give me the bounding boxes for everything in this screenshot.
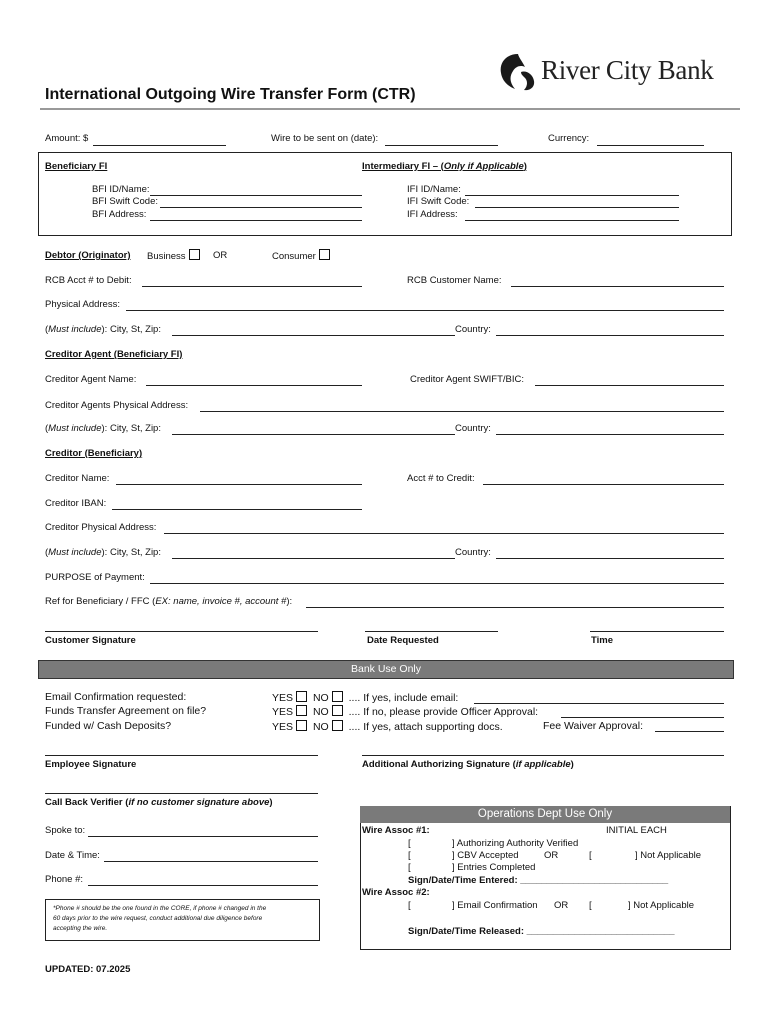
bfi-id-field[interactable] [150, 195, 362, 196]
or-label: OR [213, 250, 228, 261]
fee-waiver-label: Fee Waiver Approval: [543, 720, 643, 732]
bfi-id-label: BFI ID/Name: [92, 184, 150, 195]
creditor-name-field[interactable] [116, 484, 362, 485]
call-back-label: Call Back Verifier (if no customer signature above) [45, 797, 273, 808]
bfi-address-field[interactable] [150, 220, 362, 221]
updated-label: UPDATED: 07.2025 [45, 964, 131, 975]
bank-logo [497, 52, 717, 94]
cbv-or-label: OR [544, 850, 559, 861]
consumer-checkbox[interactable] [319, 249, 330, 260]
email-or-label: OR [554, 900, 569, 911]
spoke-to-field[interactable] [88, 836, 318, 837]
debtor-country-field[interactable] [496, 335, 724, 336]
fta-yes-checkbox[interactable] [296, 705, 307, 716]
creditor-iban-label: Creditor IBAN: [45, 498, 107, 509]
email-confirmation-item: ] Email Confirmation [452, 900, 538, 911]
wire-date-label: Wire to be sent on (date): [271, 133, 379, 144]
officer-approval-field[interactable] [561, 717, 724, 718]
additional-signature-field[interactable] [362, 755, 724, 756]
wire-assoc-2-label: Wire Assoc #2: [362, 887, 430, 898]
time-field[interactable] [590, 631, 724, 632]
creditor-agent-name-label: Creditor Agent Name: [45, 374, 137, 385]
rcb-customer-name-field[interactable] [511, 286, 724, 287]
creditor-agent-city-label: (Must include): City, St, Zip: [45, 423, 161, 434]
intermediary-fi-heading: Intermediary FI – (Only if Applicable) [362, 161, 527, 172]
date-time-label: Date & Time: [45, 850, 100, 861]
date-requested-label: Date Requested [367, 635, 439, 646]
operations-banner: Operations Dept Use Only [360, 806, 730, 823]
bfi-swift-label: BFI Swift Code: [92, 196, 158, 207]
creditor-agent-swift-field[interactable] [535, 385, 724, 386]
entries-completed-item: ] Entries Completed [452, 862, 536, 873]
phone-note: *Phone # should be the one found in the CORE, if phone # changed in the 60 days prior to the wire request, conduct additional due diligence before accepting the wire. [53, 905, 267, 932]
email-confirmation-options: YES NO .... If yes, include email: [272, 692, 459, 704]
creditor-city-label: (Must include): City, St, Zip: [45, 547, 161, 558]
creditor-agent-country-field[interactable] [496, 434, 724, 435]
bfi-address-label: BFI Address: [92, 209, 147, 220]
ifi-address-field[interactable] [465, 220, 679, 221]
creditor-city-field[interactable] [172, 558, 455, 559]
email-yes-checkbox[interactable] [296, 691, 307, 702]
bfi-swift-field[interactable] [160, 207, 362, 208]
rcb-customer-name-label: RCB Customer Name: [407, 275, 502, 286]
email-confirmation-label: Email Confirmation requested: [45, 691, 187, 703]
ref-label: Ref for Beneficiary / FFC (EX: name, invoice #, account #): [45, 596, 293, 607]
sign-entered-line[interactable]: Sign/Date/Time Entered: ____________________________ [408, 875, 669, 886]
sign-released-line[interactable]: Sign/Date/Time Released: ____________________________ [408, 926, 675, 937]
cash-no-checkbox[interactable] [332, 720, 343, 731]
amount-field[interactable] [93, 145, 226, 146]
fta-label: Funds Transfer Agreement on file? [45, 705, 207, 717]
business-checkbox[interactable] [189, 249, 200, 260]
cbv-accepted-item: ] CBV Accepted [452, 850, 519, 861]
wire-date-field[interactable] [385, 145, 498, 146]
creditor-agent-country-label: Country: [455, 423, 491, 434]
wire-assoc-1-label: Wire Assoc #1: [362, 825, 430, 836]
fee-waiver-field[interactable] [655, 731, 724, 732]
date-requested-field[interactable] [365, 631, 498, 632]
logo-text: River City Bank [541, 55, 714, 85]
beneficiary-fi-heading: Beneficiary FI [45, 161, 108, 172]
bracket-auth[interactable]: [ [408, 838, 411, 849]
email-no-checkbox[interactable] [332, 691, 343, 702]
spoke-to-label: Spoke to: [45, 825, 86, 836]
currency-field[interactable] [597, 145, 704, 146]
creditor-country-label: Country: [455, 547, 491, 558]
bracket-cbv[interactable]: [ [408, 850, 411, 861]
debtor-address-label: Physical Address: [45, 299, 120, 310]
acct-to-credit-label: Acct # to Credit: [407, 473, 475, 484]
cash-deposits-options: YES NO .... If yes, attach supporting docs. [272, 721, 503, 733]
ifi-address-label: IFI Address: [407, 209, 458, 220]
ifi-swift-field[interactable] [475, 207, 679, 208]
creditor-address-field[interactable] [164, 533, 724, 534]
ifi-id-field[interactable] [465, 195, 679, 196]
creditor-agent-address-label: Creditor Agents Physical Address: [45, 400, 189, 411]
creditor-address-label: Creditor Physical Address: [45, 522, 157, 533]
creditor-agent-address-field[interactable] [200, 411, 724, 412]
consumer-option: Consumer [272, 249, 333, 262]
phone-label: Phone #: [45, 874, 84, 885]
time-label: Time [591, 635, 614, 646]
date-time-field[interactable] [104, 861, 318, 862]
bank-use-banner: Bank Use Only [38, 660, 734, 679]
cash-yes-checkbox[interactable] [296, 720, 307, 731]
page-title: International Outgoing Wire Transfer Form (CTR) [45, 86, 416, 103]
employee-signature-label: Employee Signature [45, 759, 137, 770]
purpose-field[interactable] [150, 583, 724, 584]
bracket-na-2[interactable]: [ [589, 900, 592, 911]
phone-field[interactable] [88, 885, 318, 886]
debtor-country-label: Country: [455, 324, 491, 335]
employee-signature-field[interactable] [45, 755, 318, 756]
creditor-agent-city-field[interactable] [172, 434, 455, 435]
bracket-na-1[interactable]: [ [589, 850, 592, 861]
not-applicable-1: ] Not Applicable [635, 850, 702, 861]
amount-label: Amount: $ [45, 133, 89, 144]
initial-each-label: INITIAL EACH [606, 825, 667, 836]
currency-label: Currency: [548, 133, 590, 144]
debtor-address-field[interactable] [126, 310, 724, 311]
creditor-iban-field[interactable] [112, 509, 362, 510]
ifi-swift-label: IFI Swift Code: [407, 196, 470, 207]
email-field[interactable] [474, 703, 724, 704]
call-back-field[interactable] [45, 793, 318, 794]
creditor-name-label: Creditor Name: [45, 473, 110, 484]
ifi-id-label: IFI ID/Name: [407, 184, 461, 195]
business-option: Business [147, 249, 203, 262]
customer-signature-label: Customer Signature [45, 635, 136, 646]
debtor-city-field[interactable] [172, 335, 455, 336]
not-applicable-2: ] Not Applicable [628, 900, 695, 911]
creditor-agent-heading: Creditor Agent (Beneficiary FI) [45, 349, 183, 360]
cash-deposits-label: Funded w/ Cash Deposits? [45, 720, 172, 732]
auth-verified-item: ] Authorizing Authority Verified [452, 838, 579, 849]
river-city-logo-icon [497, 52, 539, 92]
acct-to-credit-field[interactable] [483, 484, 724, 485]
purpose-label: PURPOSE of Payment: [45, 572, 145, 583]
customer-signature-field[interactable] [45, 631, 318, 632]
creditor-heading: Creditor (Beneficiary) [45, 448, 143, 459]
rcb-acct-label: RCB Acct # to Debit: [45, 275, 132, 286]
rcb-acct-field[interactable] [142, 286, 362, 287]
fta-options: YES NO .... If no, please provide Officer Approval: [272, 706, 539, 718]
creditor-agent-name-field[interactable] [146, 385, 362, 386]
bracket-entries[interactable]: [ [408, 862, 411, 873]
creditor-agent-swift-label: Creditor Agent SWIFT/BIC: [410, 374, 525, 385]
fta-no-checkbox[interactable] [332, 705, 343, 716]
ref-field[interactable] [306, 607, 724, 608]
bracket-email[interactable]: [ [408, 900, 411, 911]
debtor-heading: Debtor (Originator) [45, 250, 131, 261]
creditor-country-field[interactable] [496, 558, 724, 559]
debtor-city-label: (Must include): City, St, Zip: [45, 324, 161, 335]
additional-signature-label: Additional Authorizing Signature (if applicable) [362, 759, 574, 770]
